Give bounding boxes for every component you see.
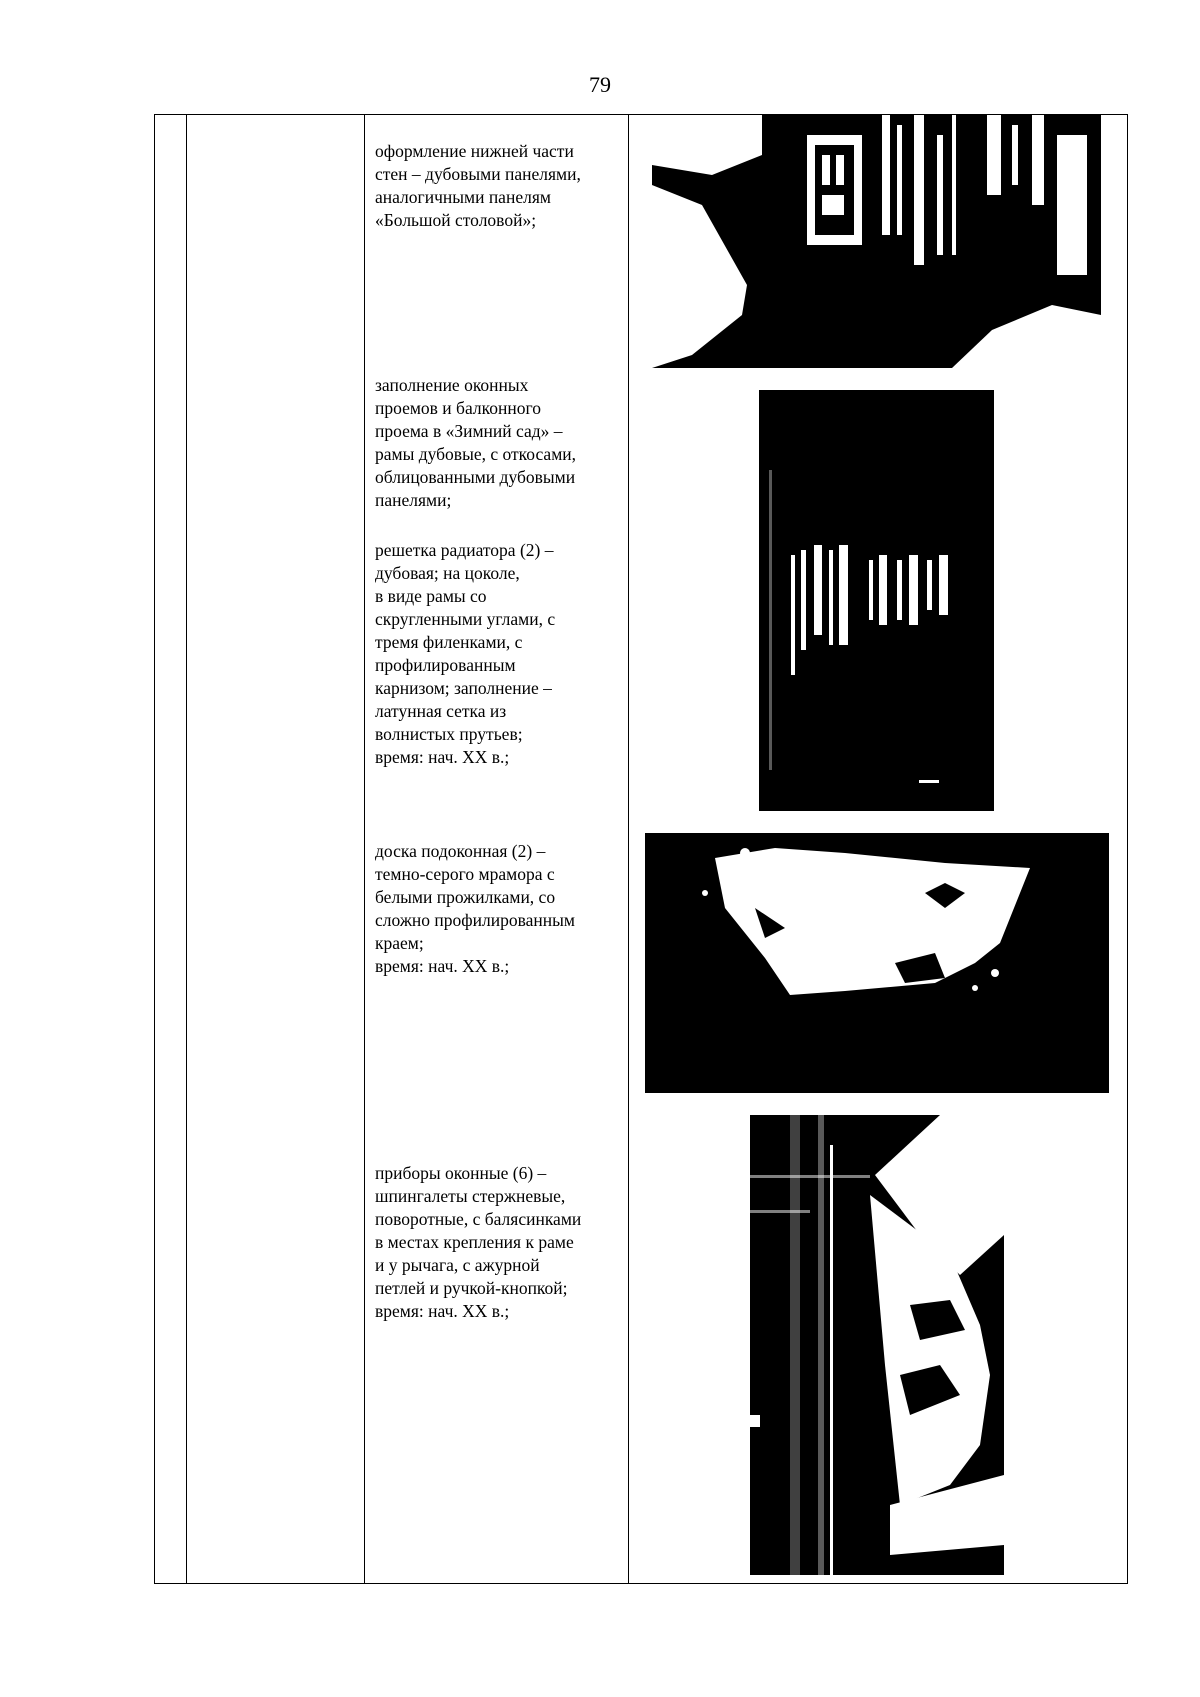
description-wall-panels: оформление нижней части стен – дубовыми панелями, аналогичными панелям «Большой столовой»; [375, 141, 581, 230]
column-divider [628, 115, 629, 1583]
description-radiator-grille: решетка радиатора (2) – дубовая; на цоколе, в виде рамы со скругленными углами, с тремя филенками, с профилированным карнизом; заполнение – латунная сетка из волнистых прутьев; время: нач. XX в.; [375, 540, 556, 767]
windowsill-photo [645, 833, 1109, 1093]
description-window-openings: заполнение оконных проемов и балконного проема в «Зимний сад» – рамы дубовые, с откосами, облицованными дубовыми панелями; [375, 375, 577, 510]
description-window-hardware: приборы оконные (6) – шпингалеты стержневые, поворотные, с балясинками в местах крепления к раме и у рычага, с ажурной петлей и ручкой-кнопкой; время: нач. XX в.; [375, 1163, 582, 1321]
window-hardware-photo [750, 1115, 1004, 1575]
column-divider [364, 115, 365, 1583]
wall-panels-photo [652, 115, 1101, 368]
page-number: 79 [589, 72, 611, 97]
column-divider [186, 115, 187, 1583]
window-radiator-photo [759, 390, 994, 811]
description-windowsill: доска подоконная (2) – темно-серого мрамора с белыми прожилками, со сложно профилированным краем; время: нач. XX в.; [375, 841, 575, 976]
